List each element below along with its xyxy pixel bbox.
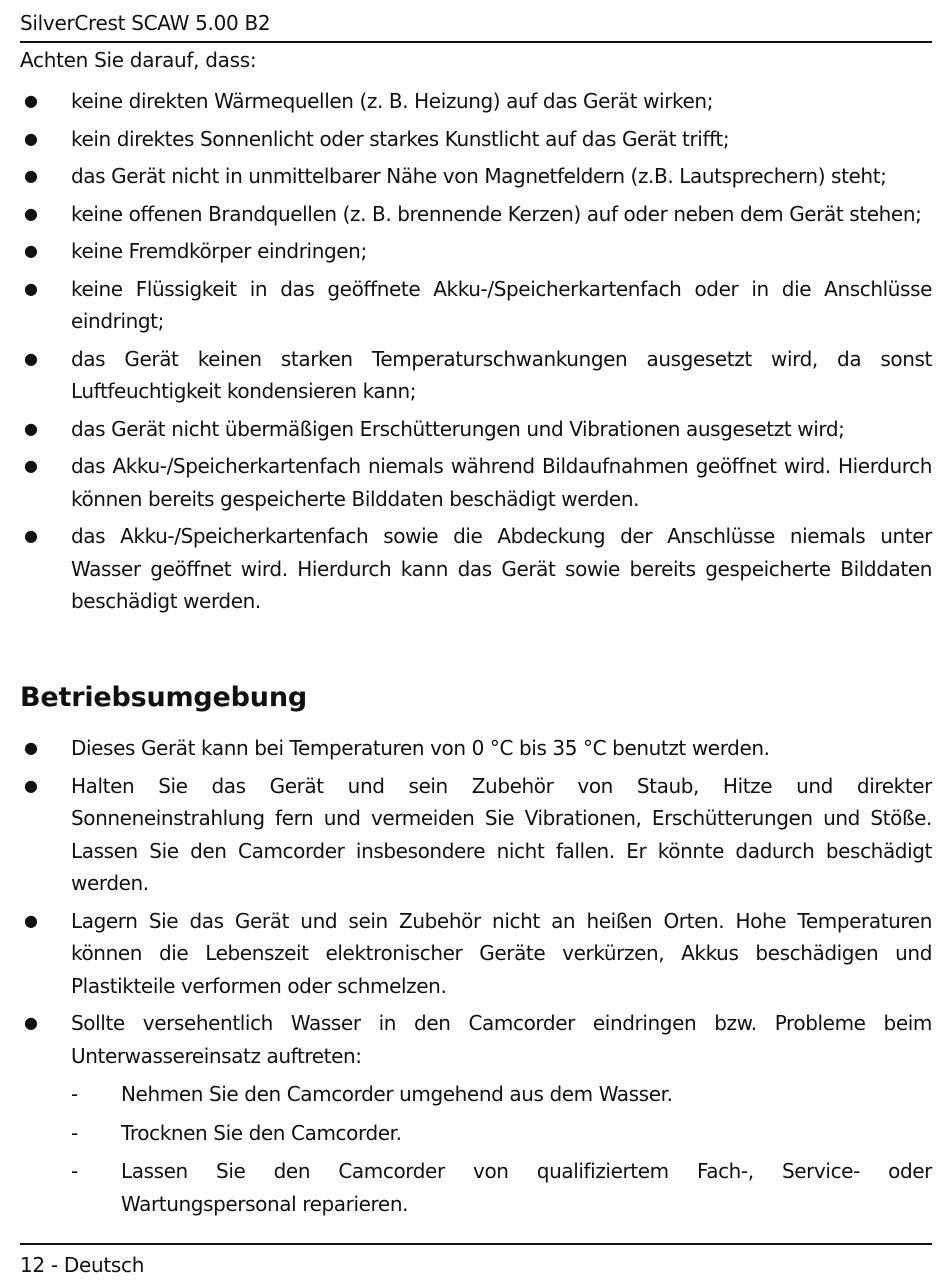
bullet-icon: ●	[24, 456, 38, 475]
bullet-icon: ●	[24, 91, 38, 110]
page-header	[20, 9, 932, 43]
bullet-icon: ●	[24, 128, 38, 148]
bullet-icon: ●	[24, 203, 38, 223]
list-item-text: das Gerät nicht in unmittelbarer Nähe von Magnetfeldern (z.B. Lautsprechern) steht;	[71, 164, 887, 188]
page-number: 12 - Deutsch	[20, 1253, 145, 1277]
sub-list-item-text: Nehmen Sie den Camcorder umgehend aus dem Wasser.	[121, 1082, 673, 1106]
dash-marker: -	[71, 1082, 78, 1106]
sub-list-item	[20, 1117, 932, 1150]
sub-list-item-text: Trocknen Sie den Camcorder.	[121, 1120, 402, 1145]
bullet-icon: ●	[24, 166, 38, 185]
list-item-text: Lagern Sie das Gerät und sein Zubehör nicht an heißen Orten. Hohe Temperaturen können die Lebenszeit elektronischer Geräte verkürzen, Akkus beschädigen und Plastikteile verformen oder schmelzen.	[71, 908, 932, 998]
list-item-text: keine direkten Wärmequellen (z. B. Heizung) auf das Gerät wirken;	[71, 89, 714, 113]
list-item	[20, 732, 932, 765]
sub-list	[20, 1078, 932, 1220]
sub-list-item	[20, 1078, 932, 1111]
list-item-text: das Akku-/Speicherkartenfach niemals während Bildaufnahmen geöffnet wird. Hierdurch können bereits gespeicherte Bilddaten beschädigt werden.	[71, 454, 932, 511]
dash-marker: -	[71, 1159, 78, 1183]
list-item-text: Sollte versehentlich Wasser in den Camcorder eindringen bzw. Probleme beim Unterwassereinsatz auftreten:	[71, 1011, 932, 1068]
operating-environment-list	[20, 732, 932, 1220]
bullet-icon: ●	[24, 418, 38, 438]
bullet-icon: ●	[24, 348, 38, 368]
list-item	[20, 85, 932, 118]
list-item	[20, 160, 932, 193]
section-heading: Betriebsumgebung	[20, 682, 307, 713]
list-item-text: keine offenen Brandquellen (z. B. brennende Kerzen) auf oder neben dem Gerät stehen;	[71, 201, 922, 226]
list-item	[20, 198, 932, 231]
bullet-icon: ●	[24, 1013, 38, 1032]
list-item-text: keine Fremdkörper eindringen;	[71, 239, 367, 263]
list-item-text: Halten Sie das Gerät und sein Zubehör von Staub, Hitze und direkter Sonneneinstrahlung fern und vermeiden Sie Vibrationen, Erschütterungen und Stöße. Lassen Sie den Camcorder insbesondere nicht fallen. Er könnte dadurch beschädigt werden.	[71, 773, 932, 895]
list-item	[20, 123, 932, 156]
precautions-list	[20, 85, 932, 618]
list-item	[20, 235, 932, 268]
list-item	[20, 273, 932, 338]
sub-list-item	[20, 1155, 932, 1220]
bullet-icon: ●	[24, 910, 38, 930]
list-item-text: das Akku-/Speicherkartenfach sowie die Abdeckung der Anschlüsse niemals unter Wasser geöffnet wird. Hierdurch kann das Gerät sowie bereits gespeicherte Bilddaten beschädigt werden.	[71, 524, 932, 613]
list-item	[20, 343, 932, 408]
bullet-icon: ●	[24, 278, 38, 298]
list-item	[20, 413, 932, 446]
header-title: SilverCrest SCAW 5.00 B2	[20, 11, 271, 35]
list-item	[20, 520, 932, 618]
list-item-text: keine Flüssigkeit in das geöffnete Akku-/Speicherkartenfach oder in die Anschlüsse eindringt;	[71, 276, 932, 333]
manual-page	[20, 0, 932, 1281]
dash-marker: -	[71, 1120, 78, 1145]
list-item	[20, 1007, 932, 1220]
bullet-icon: ●	[24, 738, 38, 757]
list-item	[20, 450, 932, 515]
bullet-icon: ●	[24, 775, 38, 795]
sub-list-item-text: Lassen Sie den Camcorder von qualifiziertem Fach-, Service- oder Wartungspersonal reparieren.	[121, 1159, 932, 1216]
bullet-icon: ●	[24, 241, 38, 260]
bullet-icon: ●	[24, 526, 38, 545]
page-footer	[20, 1243, 932, 1283]
list-item-text: kein direktes Sonnenlicht oder starkes Kunstlicht auf das Gerät trifft;	[71, 126, 730, 151]
list-item-text: Dieses Gerät kann bei Temperaturen von 0 °C bis 35 °C benutzt werden.	[71, 736, 770, 760]
intro-text: Achten Sie darauf, dass:	[20, 48, 257, 72]
list-item-text: das Gerät keinen starken Temperaturschwankungen ausgesetzt wird, da sonst Luftfeuchtigkeit kondensieren kann;	[71, 346, 932, 403]
list-item-text: das Gerät nicht übermäßigen Erschütterungen und Vibrationen ausgesetzt wird;	[71, 416, 845, 441]
list-item	[20, 905, 932, 1003]
list-item	[20, 770, 932, 900]
